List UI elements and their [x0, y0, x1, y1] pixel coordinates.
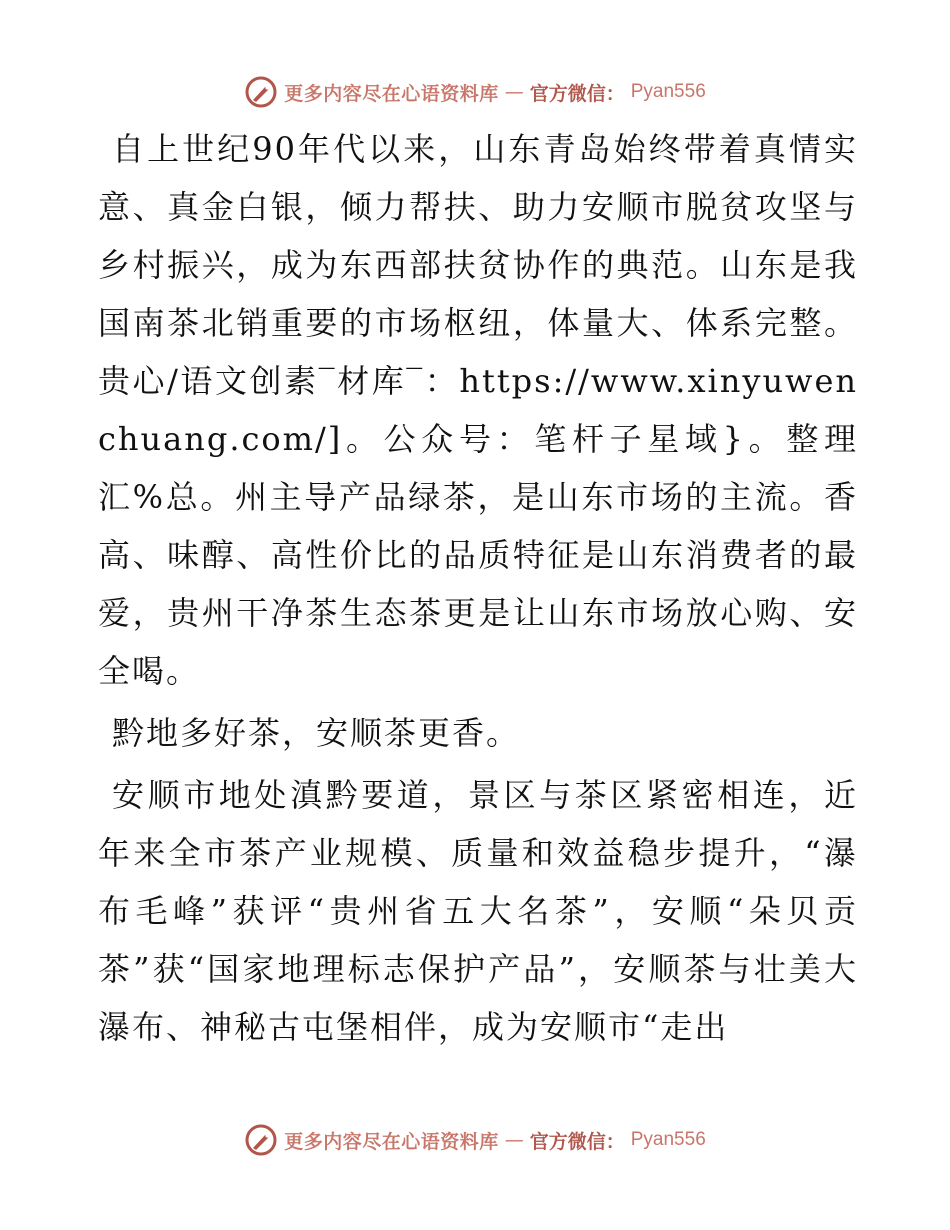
watermark-text: 更多内容尽在心语资料库 [284, 82, 499, 105]
paragraph-1: 自上世纪90年代以来，山东青岛始终带着真情实意、真金白银，倾力帮扶、助力安顺市脱贫攻坚与乡村振兴，成为东西部扶贫协作的典范。山东是我国南茶北销重要的市场枢纽，体量大、体系完整。贵心/语文创素‾材库‾：https://www.xinyuwenchuang.com/]。公众号：笔杆子星域}。整理汇%总。州主导产品绿茶，是山东市场的主流。香高、味醇、高性价比的品质特征是山东消费者的最爱，贵州干净茶生态茶更是让山东市场放心购、安全喝。 [98, 130, 858, 690]
watermark-dash: — [504, 1129, 524, 1151]
watermark-dash: — [504, 81, 524, 103]
document-body [98, 120, 858, 1056]
watermark-wechat-id: Pyan556 [630, 81, 706, 102]
pen-nib-seal-icon [244, 75, 278, 109]
watermark-wechat-id: Pyan556 [630, 1129, 706, 1150]
footer-watermark [0, 1120, 950, 1160]
pen-nib-seal-icon [244, 1123, 278, 1157]
watermark-text: 更多内容尽在心语资料库 [284, 1130, 499, 1153]
watermark-wechat-label: 官方微信： [529, 82, 625, 105]
header-watermark [0, 72, 950, 112]
paragraph-2: 黔地多好茶，安顺茶更香。 [112, 714, 521, 752]
watermark-wechat-label: 官方微信： [529, 1130, 625, 1153]
paragraph-3: 安顺市地处滇黔要道，景区与茶区紧密相连，近年来全市茶产业规模、质量和效益稳步提升，“瀑布毛峰”获评“贵州省五大名茶”，安顺“朵贝贡茶”获“国家地理标志保护产品”，安顺茶与壮美大瀑布、神秘古屯堡相伴，成为安顺市“走出 [98, 776, 858, 1046]
